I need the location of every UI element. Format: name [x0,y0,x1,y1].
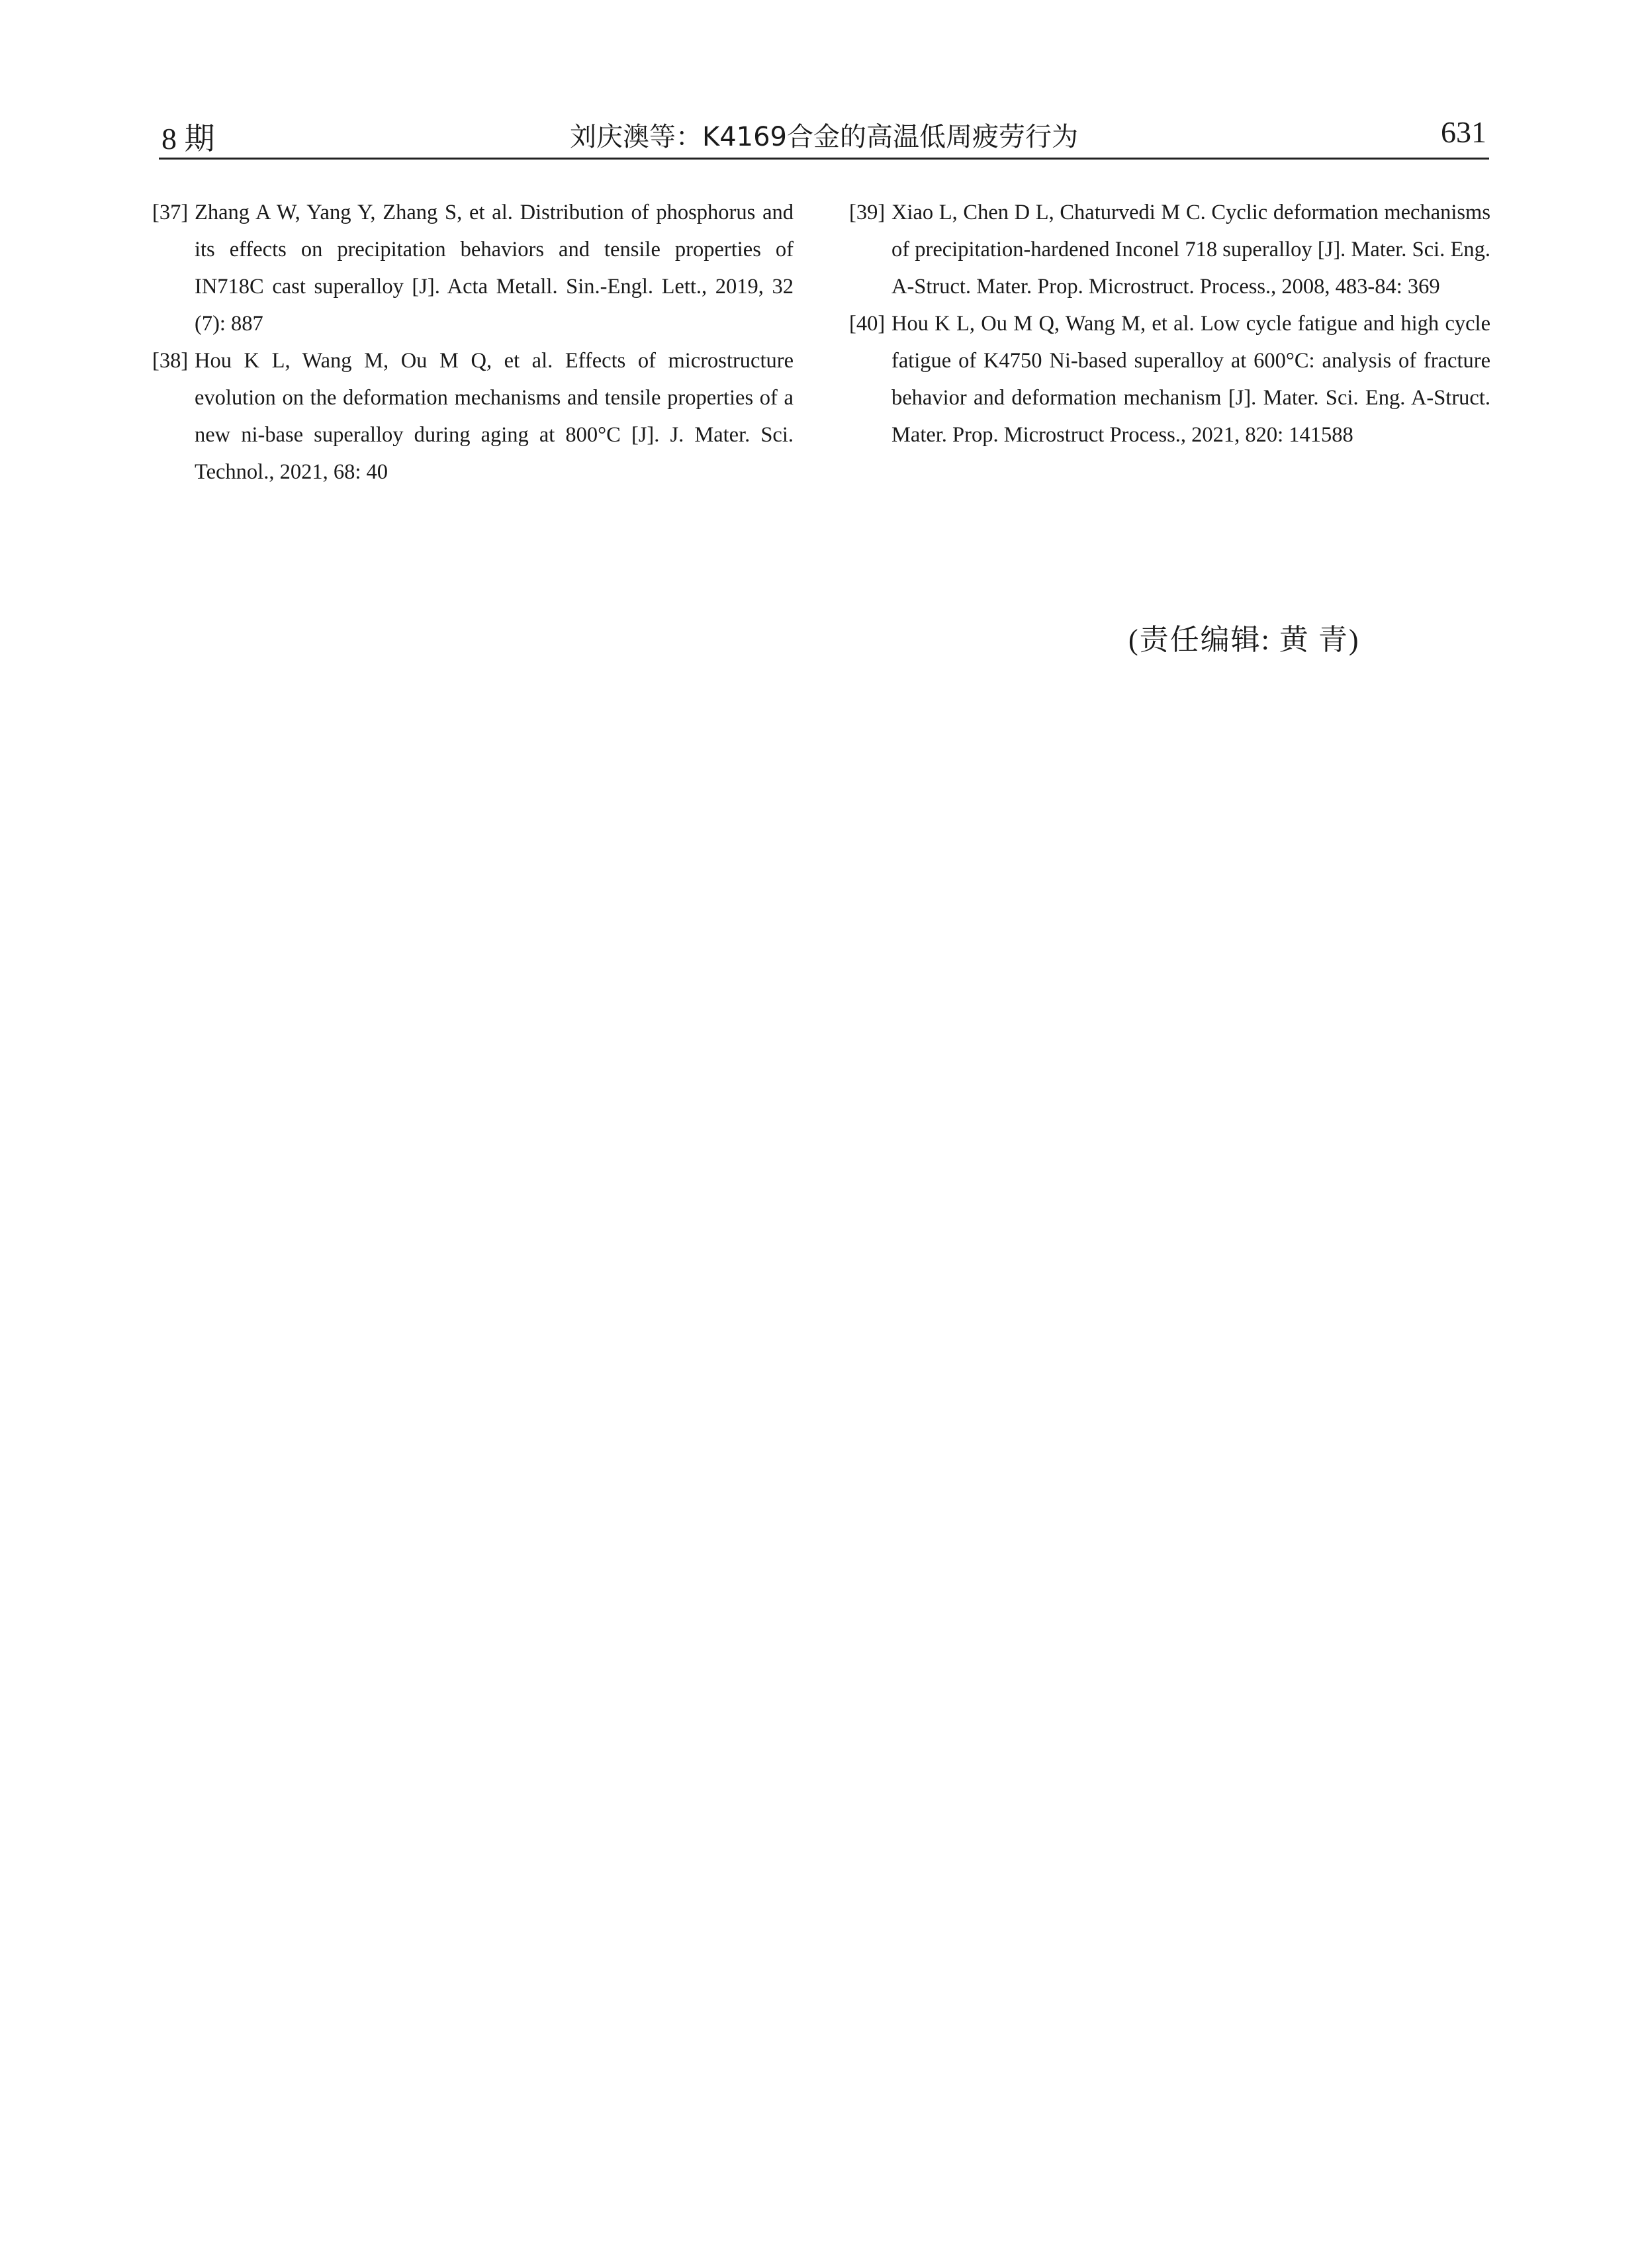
reference-number: [40] [849,312,886,336]
references-right-column [849,194,1490,453]
page-number: 631 [1441,115,1486,149]
reference-text: Hou K L, Ou M Q, Wang M, et al. Low cycle fatigue and high cycle fatigue of K4750 Ni-based superalloy at 600°C: analysis of fracture behavior and deformation mechanism [J]. Mater. Sci. Eng. A-Struct. Mater. Prop. Microstruct Process., 2021, 820: 141588 [891,312,1490,447]
reference-40 [849,305,1490,453]
header-rule [159,158,1489,160]
reference-number: [38] [152,349,189,373]
reference-text: Xiao L, Chen D L, Chaturvedi M C. Cyclic deformation mechanisms of precipitation-hardened Inconel 718 superalloy [J]. Mater. Sci. Eng. A-Struct. Mater. Prop. Microstruct. Process., 2008, 483-84: 369 [891,201,1490,299]
reference-number: [37] [152,201,189,224]
reference-37 [152,194,794,342]
reference-text: Hou K L, Wang M, Ou M Q, et al. Effects of microstructure evolution on the deformation mechanisms and tensile properties of a new ni-base superalloy during aging at 800°C [J]. J. Mater. Sci. Technol., 2021, 68: 40 [195,349,794,484]
reference-text: Zhang A W, Yang Y, Zhang S, et al. Distribution of phosphorus and its effects on precipitation behaviors and tensile properties of IN718C cast superalloy [J]. Acta Metall. Sin.-Engl. Lett., 2019, 32 (7): 887 [195,201,794,336]
reference-39 [849,194,1490,305]
responsible-editor-note: (责任编辑: 黄 青) [1128,624,1360,656]
reference-38 [152,342,794,491]
reference-number: [39] [849,201,886,224]
references-left-column [152,194,794,491]
page-header [159,109,1489,158]
issue-number: 8 期 [161,122,215,156]
running-title: 刘庆澳等：K4169合金的高温低周疲劳行为 [569,122,1079,152]
